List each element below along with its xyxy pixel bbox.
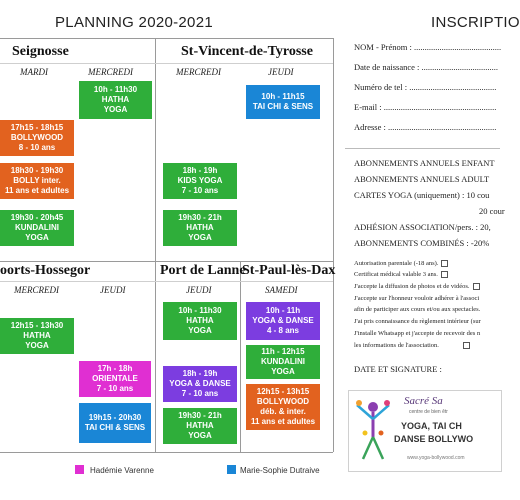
day-soorts-mercredi: MERCREDI	[14, 285, 59, 295]
grid-middle-line	[0, 261, 333, 262]
form-field-naissance[interactable]: Date de naissance : ....................................	[354, 62, 498, 72]
form-divider	[345, 148, 500, 149]
day-seignosse-mercredi: MERCREDI	[88, 67, 133, 77]
check-whatsapp-cont[interactable]: les informations de l'association.	[354, 342, 470, 349]
inscription-title: INSCRIPTIO	[431, 14, 520, 31]
logo-card	[348, 390, 502, 472]
grid-bottom-line	[0, 452, 333, 453]
logo-line-2: DANSE BOLLYWO	[394, 434, 474, 444]
check-certificat[interactable]: Certificat médical valable 3 ans.	[354, 271, 448, 278]
location-st-vincent: St-Vincent-de-Tyrosse	[181, 44, 313, 59]
subscription-line: ABONNEMENTS COMBINÉS : -20%	[354, 238, 490, 248]
check-reglement: J'ai pris connaissance du règlement intérieur (sur	[354, 318, 481, 325]
class-block: 18h30 - 19h30 BOLLY inter. 11 ans et adultes	[0, 163, 74, 199]
subscription-line: ABONNEMENTS ANNUELS ENFANT	[354, 158, 495, 168]
subscription-line: CARTES YOGA (uniquement) : 10 cou	[354, 190, 490, 200]
location-port-de-lanne: Port de Lanne	[160, 263, 246, 278]
logo-url[interactable]: www.yoga-bollywood.com	[407, 455, 465, 461]
location-st-paul-les-dax: St-Paul-lès-Dax	[242, 263, 336, 278]
form-field-email[interactable]: E-mail : .....................................................	[354, 102, 497, 112]
form-field-tel[interactable]: Numéro de tel : .........................................	[354, 82, 497, 92]
class-block: 12h15 - 13h15 BOLLYWOOD déb. & inter. 11 ans et adultes	[246, 384, 320, 430]
dancer-logo-icon	[351, 393, 395, 469]
class-block: 10h - 11h30 HATHA YOGA	[79, 81, 152, 119]
class-block: 18h - 19h KIDS YOGA 7 - 10 ans	[163, 163, 237, 199]
header-divider-bottom	[0, 281, 333, 282]
location-seignosse: Seignosse	[12, 44, 69, 59]
class-block: 17h15 - 18h15 BOLLYWOOD 8 - 10 ans	[0, 120, 74, 156]
checkbox[interactable]	[441, 271, 448, 278]
class-block: 10h - 11h YOGA & DANSE 4 - 8 ans	[246, 302, 320, 340]
class-block: 19h15 - 20h30 TAI CHI & SENS	[79, 403, 151, 443]
class-block: 11h - 12h15 KUNDALINI YOGA	[246, 345, 320, 379]
day-seignosse-mardi: MARDI	[20, 67, 48, 77]
grid-right-line	[240, 261, 241, 452]
checkbox[interactable]	[441, 260, 448, 267]
checkbox[interactable]	[473, 283, 480, 290]
day-pdl-jeudi: JEUDI	[186, 285, 212, 295]
grid-edge-line	[333, 38, 334, 452]
day-soorts-jeudi: JEUDI	[100, 285, 126, 295]
class-block: 10h - 11h30 HATHA YOGA	[163, 302, 237, 340]
form-field-adresse[interactable]: Adresse : ...................................................	[354, 122, 497, 132]
location-soorts-hossegor: oorts-Hossegor	[0, 263, 91, 278]
checkbox[interactable]	[463, 342, 470, 349]
form-field-nom[interactable]: NOM - Prénom : .........................................	[354, 42, 502, 52]
logo-tagline: centre de bien êtr	[409, 409, 448, 415]
class-block: 19h30 - 21h HATHA YOGA	[163, 408, 237, 444]
subscription-line: ADHÉSION ASSOCIATION/pers. : 20,	[354, 222, 491, 232]
day-spd-samedi: SAMEDI	[265, 285, 298, 295]
signature-label[interactable]: DATE ET SIGNATURE :	[354, 364, 442, 374]
check-photos[interactable]: J'accepte la diffusion de photos et de vidéos.	[354, 283, 480, 290]
check-parental[interactable]: Autorisation parentale (-18 ans).	[354, 260, 448, 267]
day-stv-jeudi: JEUDI	[268, 67, 294, 77]
logo-line-1: YOGA, TAI CH	[401, 421, 462, 431]
check-adherer: J'accepte sur l'honneur vouloir adhérer à l'associ	[354, 295, 480, 302]
class-block: 12h15 - 13h30 HATHA YOGA	[0, 318, 74, 354]
grid-top-line	[0, 38, 333, 39]
subscription-line: 20 cour	[479, 206, 505, 216]
legend-label-marie-sophie: Marie-Sophie Dutraive	[240, 466, 320, 475]
check-adherer-cont: afin de participer aux cours et/ou aux spectacles.	[354, 306, 481, 313]
class-block: 19h30 - 20h45 KUNDALINI YOGA	[0, 210, 74, 246]
class-block: 17h - 18h ORIENTALE 7 - 10 ans	[79, 361, 151, 397]
class-block: 10h - 11h15 TAI CHI & SENS	[246, 85, 320, 119]
class-block: 18h - 19h YOGA & DANSE 7 - 10 ans	[163, 366, 237, 402]
logo-brand: Sacré Sa	[404, 395, 443, 407]
legend-swatch-hademie	[75, 465, 84, 474]
planning-title: PLANNING 2020-2021	[55, 14, 213, 31]
header-divider-top	[0, 63, 333, 64]
legend-swatch-marie-sophie	[227, 465, 236, 474]
subscription-line: ABONNEMENTS ANNUELS ADULT	[354, 174, 490, 184]
legend-label-hademie: Hadémie Varenne	[90, 466, 154, 475]
day-stv-mercredi: MERCREDI	[176, 67, 221, 77]
class-block: 19h30 - 21h HATHA YOGA	[163, 210, 237, 246]
check-whatsapp: J'installe Whatsapp et j'accepte de recevoir des n	[354, 330, 481, 337]
grid-center-line	[155, 38, 156, 452]
